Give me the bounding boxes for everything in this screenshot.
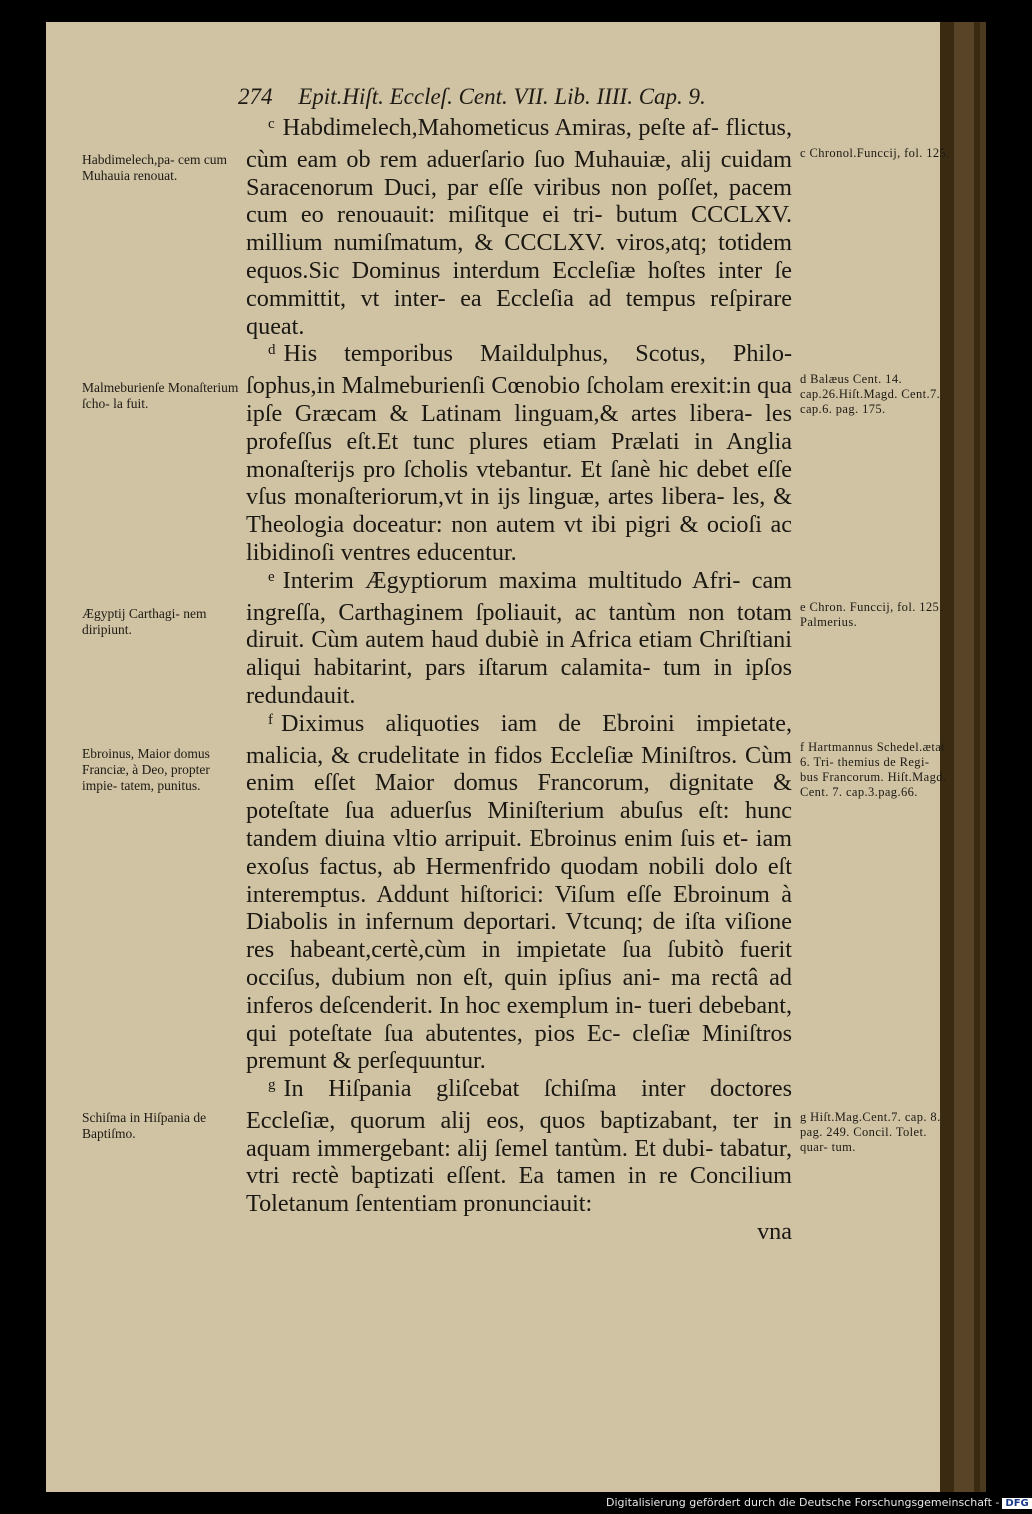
paragraph-e: $^e$ Interim Ægyptiorum maxima multitudo Afri- cam ingreſſa, Carthaginem ſpoliauit, ac tantùm non totam diruit. Cùm autem haud dubiè in Africa etiam Chriſtiani aliqui habitarint, pars iſtarum calamita- tum in ipſos redundauit. [246,566,792,709]
left-note-4: Ebroinus, Maior domus Franciæ, à Deo, propter impie- tatem, punitus. [82,746,210,793]
paragraph-d: $^d$ His temporibus Maildulphus, Scotus, Philo- ſophus,in Malmeburienſi Cœnobio ſcholam erexit:in qua ipſe Græcam & Latinam linguam,& artes libera- les profeſſus eſt.Et tunc plures etiam Prælati in Anglia monaſterijs pro ſcholis vtebantur. Et ſanè hic debet eſſe vſus monaſteriorum,vt in ijs linguæ, artes libera- les, & Theologia doceatur: non autem vt ibi pigri & ocioſi ac libidinoſi ventres educentur. [246,340,792,566]
note-marker-g: g [268,1077,276,1094]
running-title: Epit.Hiſt. Eccleſ. Cent. VII. Lib. IIII. Cap. 9. [298,84,706,109]
main-text [246,114,792,1246]
paragraph-f: $^f$ Diximus aliquoties iam de Ebroini impietate, malicia, & crudelitate in fidos Eccleſiæ Miniſtros. Cùm enim eſſet Maior domus Francorum, dignitate & poteſtate ſua aduerſus Miniſterium abuſus eſt: hunc tandem diuina vltio arripuit. Ebroinus enim ſuis et- iam exoſus factus, ab Hermenfrido quodam nobili dolo eſt interemptus. Addunt hiſtorici: Viſum eſſe Ebroinum à Diabolis in infernum deportari. Vtcunq; de iſta viſione res habeant,certè,cùm in impietate ſua ſubitò fuerit occiſus, dubium non eſt, quin ipſius ani- ma rectâ ad inferos deſcenderit. In hoc exemplum in- tueri debebant, qui poteſtate ſua abutentes, pios Ec- cleſiæ Miniſtros premunt & perſequuntur. [246,709,792,1075]
catchword: vna [757,1218,792,1246]
right-note-f: f Hartmannus Schedel.ætat 6. Tri- themius de Regi- bus Francorum. Hiſt.Magd. Cent. 7. cap.3.pag.66. [800,740,947,799]
paragraph-g: $^g$ In Hiſpania gliſcebat ſchiſma inter doctores Eccleſiæ, quorum alij eos, quos baptizabant, ter in aquam immergebant: alij ſemel tantùm. Et dubi- tabatur, vtri rectè baptizati eſſent. Ea tamen in re Concilium Toletanum ſententiam pronunciauit: [246,1075,792,1218]
running-header [238,84,706,110]
left-note-2: Malmeburienſe Monaſterium ſcho- la fuit. [82,380,239,411]
right-note-d: d Balæus Cent. 14. cap.26.Hiſt.Magd. Cent.7. cap.6. pag. 175. [800,372,941,416]
right-note-g: g Hiſt.Mag.Cent.7. cap. 8. pag. 249. Concil. Tolet. quar- tum. [800,1110,941,1154]
left-note-1: Habdimelech,pa- cem cum Muhauia renouat. [82,152,228,183]
page-number: 274 [238,84,273,109]
right-note-c: c Chronol.Funccij, fol. 125. [800,146,950,160]
paragraph-c: $^c$ Habdimelech,Mahometicus Amiras, peſte af- flictus, cùm eam ob rem aduerſario ſuo Muhauiæ, alij cuidam Saracenorum Duci, par eſſe viribus non poſſet, pacem cum eo renouauit: miſitque ei tri- butum CCCLXV. millium numiſmatum, & CCCLXV. viros,atq; totidem equos.Sic Dominus interdum Eccleſiæ hoſtes inter ſe committit, vt inter- ea Eccleſia ad tempus reſpirare queat. [246,114,792,340]
note-marker-f: f [268,711,273,728]
left-note-5: Schiſma in Hiſpania de Baptiſmo. [82,1110,207,1141]
right-note-e: e Chron. Funccij, fol. 125. Palmerius. [800,600,943,629]
left-note-3: Ægyptij Carthagi- nem diripiunt. [82,606,207,637]
footer-text: Digitalisierung gefördert durch die Deutsche Forschungsgemeinschaft - [606,1496,1000,1509]
note-marker-e: e [268,568,275,585]
note-marker-d: d [268,342,276,359]
dfg-logo: DFG [1002,1498,1031,1509]
footer-credit [606,1496,1032,1509]
note-marker-c: c [268,116,275,132]
